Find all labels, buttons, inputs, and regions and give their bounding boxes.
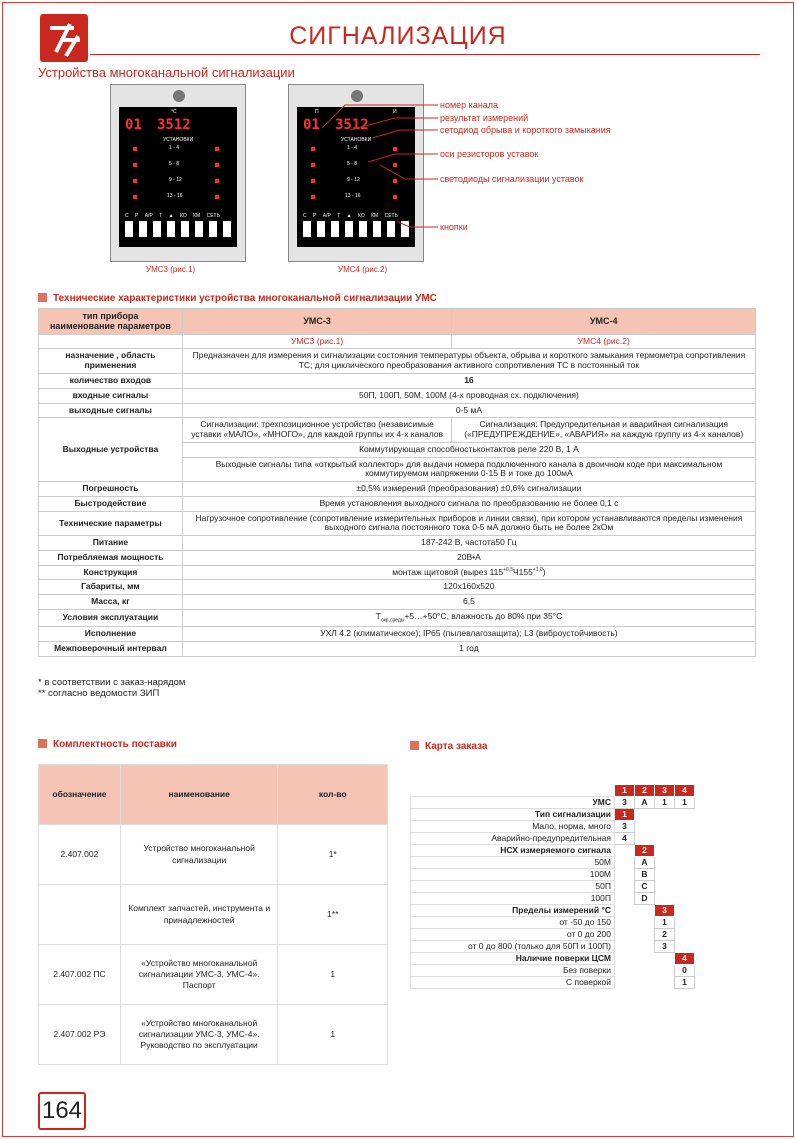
order-cell [675, 917, 695, 929]
table-cell: кол-во [278, 765, 388, 825]
table-row [411, 857, 695, 869]
button-labels: С Р А/Р Т ▲ КО КМ СЕТЬ [303, 213, 398, 219]
table-cell: Погрешность [39, 482, 183, 497]
table-row [39, 418, 756, 443]
order-section-title: Карта заказа [410, 741, 488, 752]
group-label: 1 - 4 [169, 145, 180, 151]
callout-setpoint-leds: светодиоды сигнализации уставок [440, 174, 584, 184]
order-cell: 1 [675, 797, 695, 809]
table-row [39, 825, 388, 885]
order-cell: 100М [411, 869, 615, 881]
order-cell [655, 881, 675, 893]
order-cell: А [635, 857, 655, 869]
order-cell [655, 965, 675, 977]
footnote-2: ** согласно ведомости ЗИП [38, 688, 160, 699]
specs-table [38, 308, 756, 657]
order-cell: 0 [675, 965, 695, 977]
table-cell: Сигнализация: Предупредительная и аварийная сигнализация («ПРЕДУПРЕЖДЕНИЕ», «АВАРИЯ» на каждую группу из 4-х каналов) [452, 418, 756, 443]
order-cell: D [635, 893, 655, 905]
header-cell: тип прибора наименование параметров [39, 309, 183, 335]
order-cell: 1 [615, 785, 635, 797]
order-cell [635, 941, 655, 953]
order-cell: 1 [655, 917, 675, 929]
setpoints-label: УСТАНОВКИ [341, 137, 372, 143]
group-label: 5 - 8 [169, 161, 180, 167]
table-cell: 50П, 100П, 50М, 100М (4-х проводная сх. подключения) [182, 388, 755, 403]
table-cell: наименование [120, 765, 278, 825]
callout-channel-number: номер канала [440, 100, 499, 110]
order-cell [635, 833, 655, 845]
table-cell: 6,5 [182, 595, 755, 610]
group-label: 1 - 4 [347, 145, 358, 151]
table-cell: Условия эксплуатации [39, 610, 183, 627]
callout-break-led: сетодиод обрыва и короткого замыкания [440, 125, 611, 135]
order-cell: УМС [411, 797, 615, 809]
order-cell [675, 857, 695, 869]
order-cell [675, 905, 695, 917]
order-cell: от 0 до 800 (только для 50П и 100П) [411, 941, 615, 953]
setpoints-label: УСТАНОВКИ [163, 137, 194, 143]
order-cell [615, 917, 635, 929]
table-row [39, 642, 756, 657]
table-row [39, 945, 388, 1005]
ums3-caption: УМС3 (рис.1) [146, 265, 196, 274]
table-cell: Потребляемая мощность [39, 550, 183, 565]
table-row [411, 929, 695, 941]
page-subtitle: Устройства многоканальной сигнализации [38, 65, 295, 80]
order-cell: 4 [675, 785, 695, 797]
order-cell [655, 809, 675, 821]
order-cell [675, 941, 695, 953]
table-cell: 0-5 мА [182, 403, 755, 418]
order-cell: 50М [411, 857, 615, 869]
table-cell: 1* [278, 825, 388, 885]
table-cell: обозначение [39, 765, 121, 825]
order-cell [675, 869, 695, 881]
table-row [411, 797, 695, 809]
top-label: И [393, 109, 397, 115]
channel-display: 01 [303, 117, 320, 133]
table-row [411, 869, 695, 881]
header-ums3: УМС-3 [182, 309, 452, 335]
order-cell [655, 833, 675, 845]
table-row [39, 373, 756, 388]
order-cell: 1 [615, 809, 635, 821]
table-cell: УМС3 (рис.1) [182, 334, 452, 349]
group-label: 9 - 12 [169, 177, 182, 183]
order-cell [615, 893, 635, 905]
table-cell: монтаж щитовой (вырез $115^{+0,5}Ч155^{+1,0}$) [182, 565, 755, 580]
order-cell [615, 905, 635, 917]
kit-header-row [39, 765, 388, 825]
channel-display: 01 [125, 117, 142, 133]
order-cell [615, 857, 635, 869]
order-cell [615, 941, 635, 953]
table-row [39, 595, 756, 610]
order-cell: 2 [655, 929, 675, 941]
table-cell: выходные сигналы [39, 403, 183, 418]
table-row [411, 965, 695, 977]
table-row [39, 403, 756, 418]
table-cell: 16 [182, 373, 755, 388]
order-cell [655, 977, 675, 989]
order-cell: от -50 до 150 [411, 917, 615, 929]
table-cell: количество входов [39, 373, 183, 388]
order-cell [615, 929, 635, 941]
order-cell: А [635, 797, 655, 809]
order-cell [655, 857, 675, 869]
table-cell: Выходные устройства [39, 418, 183, 482]
order-cell [635, 809, 655, 821]
table-cell: Сигнализации: трехпозиционное устройство (независимые уставки «МАЛО», «МНОГО», для каждой группы их 4-х каналов [182, 418, 452, 443]
table-cell: 1 год [182, 642, 755, 657]
table-cell: Исполнение [39, 627, 183, 642]
table-cell [39, 885, 121, 945]
order-cell [635, 917, 655, 929]
table-row [39, 1005, 388, 1065]
table-cell: входные сигналы [39, 388, 183, 403]
order-cell [635, 929, 655, 941]
group-label: 5 - 8 [347, 161, 358, 167]
order-cell [615, 965, 635, 977]
table-cell: Нагрузочное сопротивление (сопротивление измерительных приборов и линии связи), при котором устанавливаются пределы изменения выходного сигнала постоянного тока 0-5 мА должно быть не более 2кОм [182, 511, 755, 536]
order-cell: 3 [655, 785, 675, 797]
order-cell [615, 977, 635, 989]
table-row [39, 885, 388, 945]
footnote-1: * в соответствии с заказ-нарядом [38, 677, 186, 688]
callout-resistor-axes: оси резисторов уставок [440, 149, 539, 159]
order-cell: от 0 до 200 [411, 929, 615, 941]
order-cell: 4 [675, 953, 695, 965]
kit-table [38, 764, 388, 1065]
table-cell: 1** [278, 885, 388, 945]
table-cell: Питание [39, 536, 183, 551]
group-label: 13 - 16 [167, 193, 183, 199]
unit-label: °C [171, 109, 177, 115]
order-cell [675, 881, 695, 893]
order-cell: Без поверки [411, 965, 615, 977]
order-cell [655, 893, 675, 905]
header-ums4: УМС-4 [452, 309, 756, 335]
order-cell [675, 821, 695, 833]
table-cell: Коммутирующая способностьконтактов реле 220 В, 1 А [182, 442, 755, 457]
table-cell: 187-242 В, частота50 Гц [182, 536, 755, 551]
table-cell: Устройство многоканальной сигнализации [120, 825, 278, 885]
order-cell [675, 833, 695, 845]
table-row [411, 833, 695, 845]
table-row [411, 941, 695, 953]
order-cell: 2 [635, 845, 655, 857]
order-table [410, 784, 695, 989]
table-row [39, 482, 756, 497]
order-cell [615, 869, 635, 881]
table-cell: назначение , область применения [39, 349, 183, 374]
table-cell: Технические параметры [39, 511, 183, 536]
table-row [39, 610, 756, 627]
table-cell [39, 334, 183, 349]
order-cell [675, 893, 695, 905]
table-row [39, 496, 756, 511]
order-cell: С поверкой [411, 977, 615, 989]
table-cell: ±0,5% измерений (преобразования) ±0,6% сигнализации [182, 482, 755, 497]
order-cell [655, 821, 675, 833]
order-cell: 3 [615, 797, 635, 809]
table-cell: Выходные сигналы типа «открытый коллектор» для выдачи номера подключенного канала в двоичном коде при максимальном коммутируемом напряжении 0-15 В и токе до 100мА [182, 457, 755, 482]
table-row [39, 580, 756, 595]
order-cell: Мало, норма, много [411, 821, 615, 833]
table-row [411, 905, 695, 917]
table-cell: 2.407.002 ПС [39, 945, 121, 1005]
order-cell [615, 881, 635, 893]
table-row [411, 953, 695, 965]
table-cell: Конструкция [39, 565, 183, 580]
table-cell: Время установления выходного сигнала по преобразованию не более 0,1 с [182, 496, 755, 511]
page-number: 164 [38, 1092, 86, 1130]
table-row [411, 809, 695, 821]
table-row [39, 536, 756, 551]
table-cell: 20В•А [182, 550, 755, 565]
table-cell: Комплект запчастей, инструмента и принадлежностей [120, 885, 278, 945]
table-cell: Быстродействие [39, 496, 183, 511]
order-cell [635, 821, 655, 833]
top-label: П [315, 109, 319, 115]
table-row [39, 627, 756, 642]
ums4-caption: УМС4 (рис.2) [338, 265, 388, 274]
table-cell: «Устройство многоканальной сигнализации УМС-3, УМС-4». Паспорт [120, 945, 278, 1005]
group-label: 9 - 12 [347, 177, 360, 183]
kit-section-title: Комплектность поставки [38, 739, 177, 750]
order-cell: 50П [411, 881, 615, 893]
order-cell [635, 953, 655, 965]
table-cell: 2.407.002 [39, 825, 121, 885]
order-cell [655, 953, 675, 965]
order-cell: В [635, 869, 655, 881]
table-row [39, 334, 756, 349]
group-label: 13 - 16 [345, 193, 361, 199]
measurement-display: 3512 [157, 117, 191, 133]
table-cell: 1 [278, 945, 388, 1005]
page-title: СИГНАЛИЗАЦИЯ [289, 22, 507, 50]
table-row [411, 881, 695, 893]
measurement-display: 3512 [335, 117, 369, 133]
table-row [39, 550, 756, 565]
order-cell [615, 953, 635, 965]
order-cell [655, 869, 675, 881]
order-cell [615, 845, 635, 857]
order-cell: 3 [615, 821, 635, 833]
order-cell [635, 965, 655, 977]
order-cell: Аварийно-предупредительная [411, 833, 615, 845]
order-cell: 2 [635, 785, 655, 797]
order-cell [655, 845, 675, 857]
table-cell: 120х160х520 [182, 580, 755, 595]
table-cell: Предназначен для измерения и сигнализации состояния температуры объекта, обрыва и короткого замыкания термометра сопротивления ТС; для циклического преобразования активного сопротивления ТС в постоянный ток [182, 349, 755, 374]
order-cell: Пределы измерений °С [411, 905, 615, 917]
order-cell [675, 845, 695, 857]
order-cell [635, 977, 655, 989]
table-row [411, 977, 695, 989]
order-cell [635, 905, 655, 917]
order-cell: 1 [675, 977, 695, 989]
callout-leaders [0, 0, 796, 300]
table-header-row [39, 309, 756, 335]
table-cell: Межповерочный интервал [39, 642, 183, 657]
order-cell: 3 [655, 905, 675, 917]
table-row [39, 388, 756, 403]
table-row [39, 511, 756, 536]
callout-measurement: результат измерений [440, 113, 529, 123]
table-cell: «Устройство многоканальной сигнализации УМС-3, УМС-4». Руководство по эксплуатации [120, 1005, 278, 1065]
table-cell: 1 [278, 1005, 388, 1065]
table-cell: Габариты, мм [39, 580, 183, 595]
callout-buttons: кнопки [440, 222, 468, 232]
table-cell: 2.407.002 РЭ [39, 1005, 121, 1065]
order-cell [675, 929, 695, 941]
order-cell [675, 809, 695, 821]
order-cell: С [635, 881, 655, 893]
button-labels: С Р А/Р Т ▲ КО КМ СЕТЬ [125, 213, 220, 219]
order-cell: Наличие поверки ЦСМ [411, 953, 615, 965]
table-row [411, 785, 695, 797]
order-cell: 3 [655, 941, 675, 953]
table-cell: Масса, кг [39, 595, 183, 610]
table-cell: УМС4 (рис.2) [452, 334, 756, 349]
order-cell [411, 785, 615, 797]
table-row [411, 917, 695, 929]
table-cell: $Т_{окр.среды}+5\dots+50^\circ С$, влажность до 80% при 35°С [182, 610, 755, 627]
order-cell: Тип сигнализации [411, 809, 615, 821]
specs-section-title: Технические характеристики устройства многоканальной сигнализации УМС [38, 293, 437, 304]
table-cell: УХЛ 4.2 (климатическое); IP65 (пылевлагозащита); L3 (виброустойчивость) [182, 627, 755, 642]
table-row [411, 821, 695, 833]
table-row [39, 349, 756, 374]
order-cell: 100П [411, 893, 615, 905]
order-cell: 1 [655, 797, 675, 809]
table-row [411, 845, 695, 857]
order-cell: 4 [615, 833, 635, 845]
table-row [411, 893, 695, 905]
order-cell: НСХ измеряемого сигнала [411, 845, 615, 857]
table-row [39, 565, 756, 580]
